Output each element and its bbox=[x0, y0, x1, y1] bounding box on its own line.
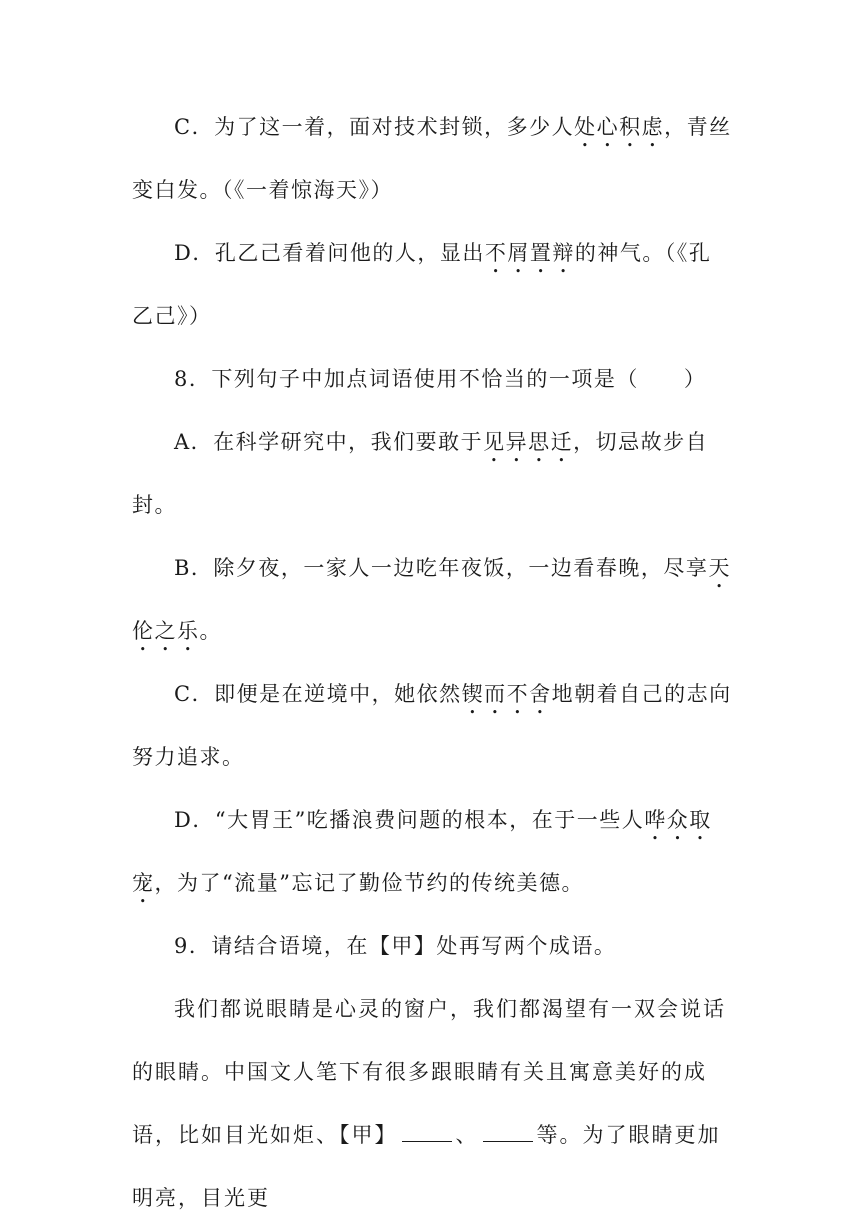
option-text: ，切忌故步自封。 bbox=[132, 430, 709, 517]
question8-option-d bbox=[132, 789, 732, 915]
option-text: A．在科学研究中，我们要敢于 bbox=[174, 430, 484, 454]
document-page bbox=[132, 96, 732, 1230]
option-text: D．孔乙己看着问他的人，显出 bbox=[174, 241, 485, 265]
option-text: 。 bbox=[199, 619, 222, 643]
question8-option-a bbox=[132, 411, 732, 537]
answer-blank-1[interactable] bbox=[402, 1125, 452, 1142]
dotted-idiom: 哗众取宠 bbox=[132, 808, 712, 895]
question8-stem: 8．下列句子中加点词语使用不恰当的一项是（ ） bbox=[174, 367, 707, 391]
passage-text: 等。为了眼睛更加明亮，目光更 bbox=[132, 1123, 721, 1210]
option-text: C．即便是在逆境中，她依然 bbox=[174, 682, 462, 706]
blank-separator: 、 bbox=[455, 1123, 479, 1147]
dotted-idiom: 不屑置辩 bbox=[484, 241, 575, 265]
question8-option-c bbox=[132, 663, 732, 789]
passage-text: 我们都说眼睛是心灵的窗户，我们都渴望有一双会说话的眼睛。中国文人笔下有很多跟眼睛有关且寓意美好的成语，比如目光如炬、【甲】 bbox=[132, 997, 726, 1147]
question7-option-c bbox=[132, 96, 732, 222]
option-text: 的神气。（《孔乙己》） bbox=[132, 241, 712, 328]
option-text: C．为了这一着，面对技术封锁，多少人 bbox=[174, 115, 575, 139]
answer-blank-2[interactable] bbox=[483, 1125, 533, 1142]
option-text: 地朝着自己的志向努力追求。 bbox=[132, 682, 732, 769]
dotted-idiom: 锲而不舍 bbox=[461, 682, 552, 706]
option-text: B．除夕夜，一家人一边吃年夜饭，一边看春晚，尽享 bbox=[174, 556, 709, 580]
question9-stem: 9．请结合语境，在【甲】处再写两个成语。 bbox=[174, 934, 617, 958]
option-text: ，青丝变白发。（《一着惊海天》） bbox=[132, 115, 732, 202]
question9-passage bbox=[132, 978, 732, 1230]
question7-option-d bbox=[132, 222, 732, 348]
dotted-idiom: 天伦之乐 bbox=[132, 556, 731, 643]
option-text: ，为了“流量”忘记了勤俭节约的传统美德。 bbox=[154, 871, 584, 895]
question8-option-b bbox=[132, 537, 732, 663]
dotted-idiom: 处心积虑 bbox=[574, 115, 665, 139]
option-text: D．“大胃王”吃播浪费问题的根本，在于一些人 bbox=[174, 808, 645, 832]
dotted-idiom: 见异思迁 bbox=[483, 430, 574, 454]
